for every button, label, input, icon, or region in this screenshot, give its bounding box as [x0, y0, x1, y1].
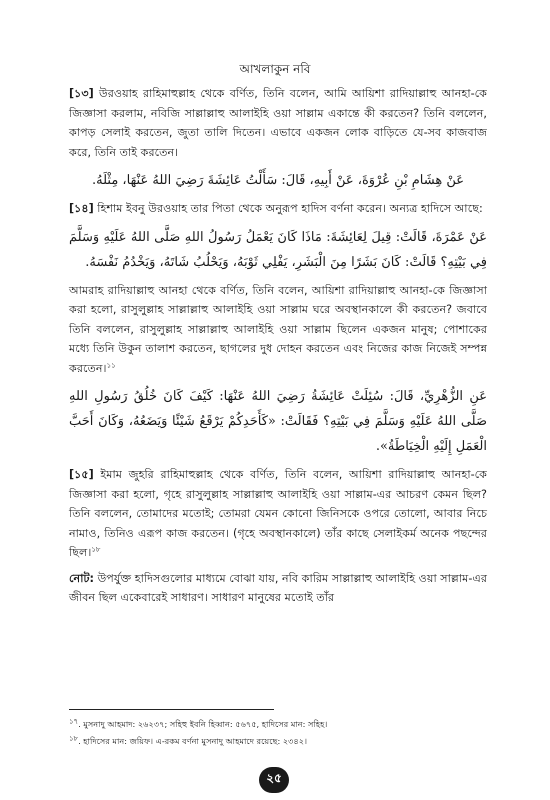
hadith-13-text: উরওয়াহ রাহিমাহুল্লাহ থেকে বর্ণিত, তিনি বলেন, আমি আয়িশা রাদিয়াল্লাহু আনহা-কে জিজ্ঞাসা করলাম, নবিজি সাল্লাল্লাহু আলাইহি ওয়া সাল্লাম একান্তে কী করতেন? তিনি বললেন, কাপড় সেলাই করতেন, জুতা তালি দিতেন। এভাবে একজন লোক বাড়িতে যে-সব কাজবাজ করে, তিনি তাই করতেন। — [69, 87, 487, 159]
amrah-narration — [69, 281, 487, 379]
hadith-14-arabic: عَنْ عَمْرَةَ، قَالَتْ: قِيلَ لِعَائِشَةَ: مَاذَا كَانَ يَعْمَلُ رَسُولُ اللهِ صَلَّى اللهُ عَلَيْهِ وَسَلَّمَ فِي بَيْتِهِ؟ قَالَتْ: كَانَ بَشَرًا مِنَ الْبَشَرِ، يَفْلِي ثَوْبَهُ، وَيَحْلُبُ شَاتَهُ، وَيَخْدُمُ نَفْسَهُ. — [69, 229, 487, 270]
footnote-ref-17[interactable]: ১১ — [106, 360, 116, 369]
footnote-divider — [69, 709, 274, 710]
hadith-13-arabic: عَنْ هِشَامِ بْنِ عُرْوَةَ، عَنْ أَبِيهِ، قَالَ: سَأَلْتُ عَائِشَةَ رَضِيَ اللهُ عَنْهَا، مِثْلَهُ. — [91, 173, 464, 188]
footnote-text: . মুসনাদু আহমাদ: ২৬২৩৭; সহিহু ইবনি হিব্বান: ৫৬৭৫, হাদিসের মান: সহিহ। — [78, 719, 328, 729]
footnote-number: ১৭ — [69, 717, 79, 726]
hadith-number-15: [১৫] — [69, 468, 94, 481]
footnote-ref-18[interactable]: ১৮ — [91, 545, 101, 554]
note-text: উপর্যুক্ত হাদিসগুলোর মাধ্যমে বোঝা যায়, নবি কারিম সাল্লাল্লাহু আলাইহি ওয়া সাল্লাম-এর জীবন ছিল একেবারেই সাধারণ। সাধারণ মানুষের মতোই তাঁর — [69, 571, 488, 604]
footnote-17 — [69, 716, 487, 733]
running-header: আখলাকুন নবি — [239, 62, 311, 76]
page-body — [69, 84, 487, 614]
footnote-18 — [69, 733, 487, 750]
note-label: নোট: — [69, 571, 95, 585]
amrah-narration-text: আমরাহ রাদিয়াল্লাহু আনহা থেকে বর্ণিত, তিনি বলেন, আয়িশা রাদিয়াল্লাহু আনহা-কে জিজ্ঞাসা করা হলো, রাসুলুল্লাহ সাল্লাল্লাহু আলাইহি ওয়া সাল্লাম ঘরে অবস্থানকালে কী করতেন? জবাবে তিনি বললেন, রাসুলুল্লাহ সাল্লাল্লাহু আলাইহি ওয়া সাল্লাম ছিলেন একজন মানুষ; পোশাকের মধ্যে তিনি উকুন তালাশ করতেন, ছাগলের দুধ দোহন করতেন এবং নিজের কাজ নিজেই সম্পন্ন করতেন। — [69, 283, 487, 375]
hadith-15-text: ইমাম জুহরি রাহিমাহুল্লাহ থেকে বর্ণিত, তিনি বলেন, আয়িশা রাদিয়াল্লাহু আনহা-কে জিজ্ঞাসা করা হলো, গৃহে রাসুলুল্লাহ সাল্লাল্লাহু আলাইহি ওয়া সাল্লাম-এর আচরণ কেমন ছিল? তিনি বললেন, তোমাদের মতোই; তোমরা যেমন কোনো জিনিসকে ওপরে তোলো, আবার নিচে নামাও, তিনিও এরূপ কাজ করতেন। (গৃহে অবস্থানকালে) তাঁর কাছে সেলাইকর্ম অনেক পছন্দের ছিল। — [69, 468, 487, 559]
hadith-14-text: হিশাম ইবনু উরওয়াহ তার পিতা থেকে অনুরূপ হাদিস বর্ণনা করেন। অন্যত্র হাদিসে আছে: — [93, 202, 483, 215]
note-paragraph — [69, 569, 487, 608]
page-number: ২৫ — [259, 767, 289, 793]
hadith-number-13: [১৩] — [69, 87, 94, 100]
hadith-number-14: [১৪] — [69, 202, 94, 215]
hadith-15-bangla — [69, 465, 487, 563]
footnote-number: ১৮ — [69, 734, 79, 743]
footnotes — [69, 716, 487, 750]
footnote-text: . হাদিসের মান: জয়িফ। এ-রকম বর্ণনা মুসনাদু আহমাদে রয়েছে: ২৩৪২। — [78, 736, 308, 746]
hadith-14-bangla — [69, 199, 487, 219]
hadith-15-arabic: عَنِ الزُّهْرِيِّ، قَالَ: سُئِلَتْ عَائِشَةُ رَضِيَ اللهُ عَنْهَا: كَيْفَ كَانَ خُلُقُ رَسُولِ اللهِ صَلَّى اللهُ عَلَيْهِ وَسَلَّمَ فِي بَيْتِهِ؟ فَقَالَتْ: «كَأَحَدِكُمْ يَرْقَعُ شَيْئًا وَيَضَعُهُ، وَكَانَ أَحَبَّ الْعَمَلِ إِلَيْهِ الْخِيَاطَةُ». — [69, 389, 487, 454]
hadith-13-bangla — [69, 84, 487, 162]
